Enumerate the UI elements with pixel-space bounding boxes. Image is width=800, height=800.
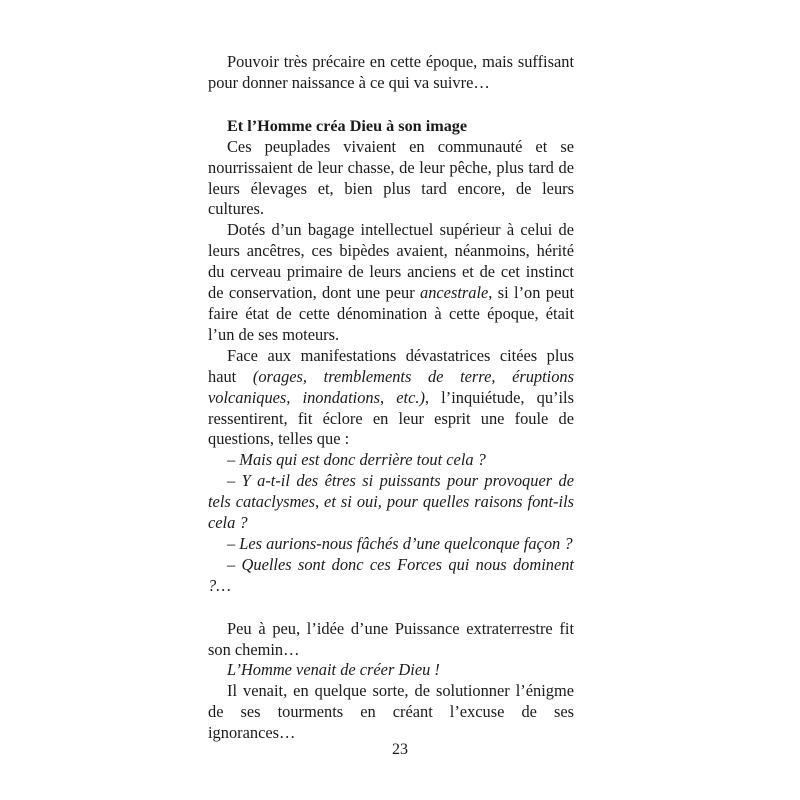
intro-block bbox=[208, 52, 574, 94]
paragraph-manifestations-emphasis: (orages, tremblements de terre, éruptions volcaniques, inondations, etc.) bbox=[208, 366, 574, 407]
paragraph-manifestations bbox=[208, 346, 574, 451]
question-line: – Quelles sont donc ces Forces qui nous dominent ?… bbox=[208, 554, 574, 595]
paragraph-puissance: Peu à peu, l’idée d’une Puissance extraterrestre fit son chemin… bbox=[208, 618, 574, 659]
paragraph-bagage-emphasis: ancestrale bbox=[420, 283, 489, 303]
spacer bbox=[208, 597, 574, 619]
page-number: 23 bbox=[392, 741, 408, 758]
question-line: – Mais qui est donc derrière tout cela ? bbox=[227, 450, 486, 470]
paragraph-manifestations-text-a: Face aux manifestations dévastatrices citées plus haut bbox=[208, 345, 574, 386]
paragraph-bagage bbox=[208, 220, 574, 345]
paragraph-manifestations-text-b: , l’inquiétude, qu’ils ressentirent, fit éclore en leur esprit une foule de questions, telles que : bbox=[208, 387, 574, 449]
section-title: Et l’Homme créa Dieu à son image bbox=[227, 116, 468, 135]
page-body bbox=[208, 52, 574, 744]
intro-paragraph: Pouvoir très précaire en cette époque, mais suffisant pour donner naissance à ce qui va suivre… bbox=[208, 52, 574, 92]
paragraph-bagage-text-b: , si l’on peut faire état de cette dénomination à cette époque, était l’un de ses moteurs. bbox=[208, 283, 575, 344]
paragraph-bagage-text-a: Dotés d’un bagage intellectuel supérieur à celui de leurs ancêtres, ces bipèdes avaient, néanmoins, hérité du cerveau primaire de leurs anciens et de cet instinct de conservation, dont une peur bbox=[208, 220, 574, 303]
question-line: – Les aurions-nous fâchés d’une quelconque façon ? bbox=[227, 533, 573, 553]
paragraph-peuplades: Ces peuplades vivaient en communauté et se nourrissaient de leur chasse, de leur pêche, plus tard de leurs élevages et, bien plus tard encore, de leurs cultures. bbox=[208, 136, 574, 219]
spacer bbox=[208, 94, 574, 116]
section-body bbox=[208, 137, 574, 597]
question-line: – Y a-t-il des êtres si puissants pour provoquer de tels cataclysmes, et si oui, pour quelles raisons font-ils cela ? bbox=[208, 471, 574, 533]
paragraph-tourments: Il venait, en quelque sorte, de solutionner l’énigme de ses tourments en créant l’excuse de ses ignorances… bbox=[208, 681, 574, 743]
closing-block bbox=[208, 619, 574, 744]
paragraph-creation: L’Homme venait de créer Dieu ! bbox=[227, 660, 440, 680]
